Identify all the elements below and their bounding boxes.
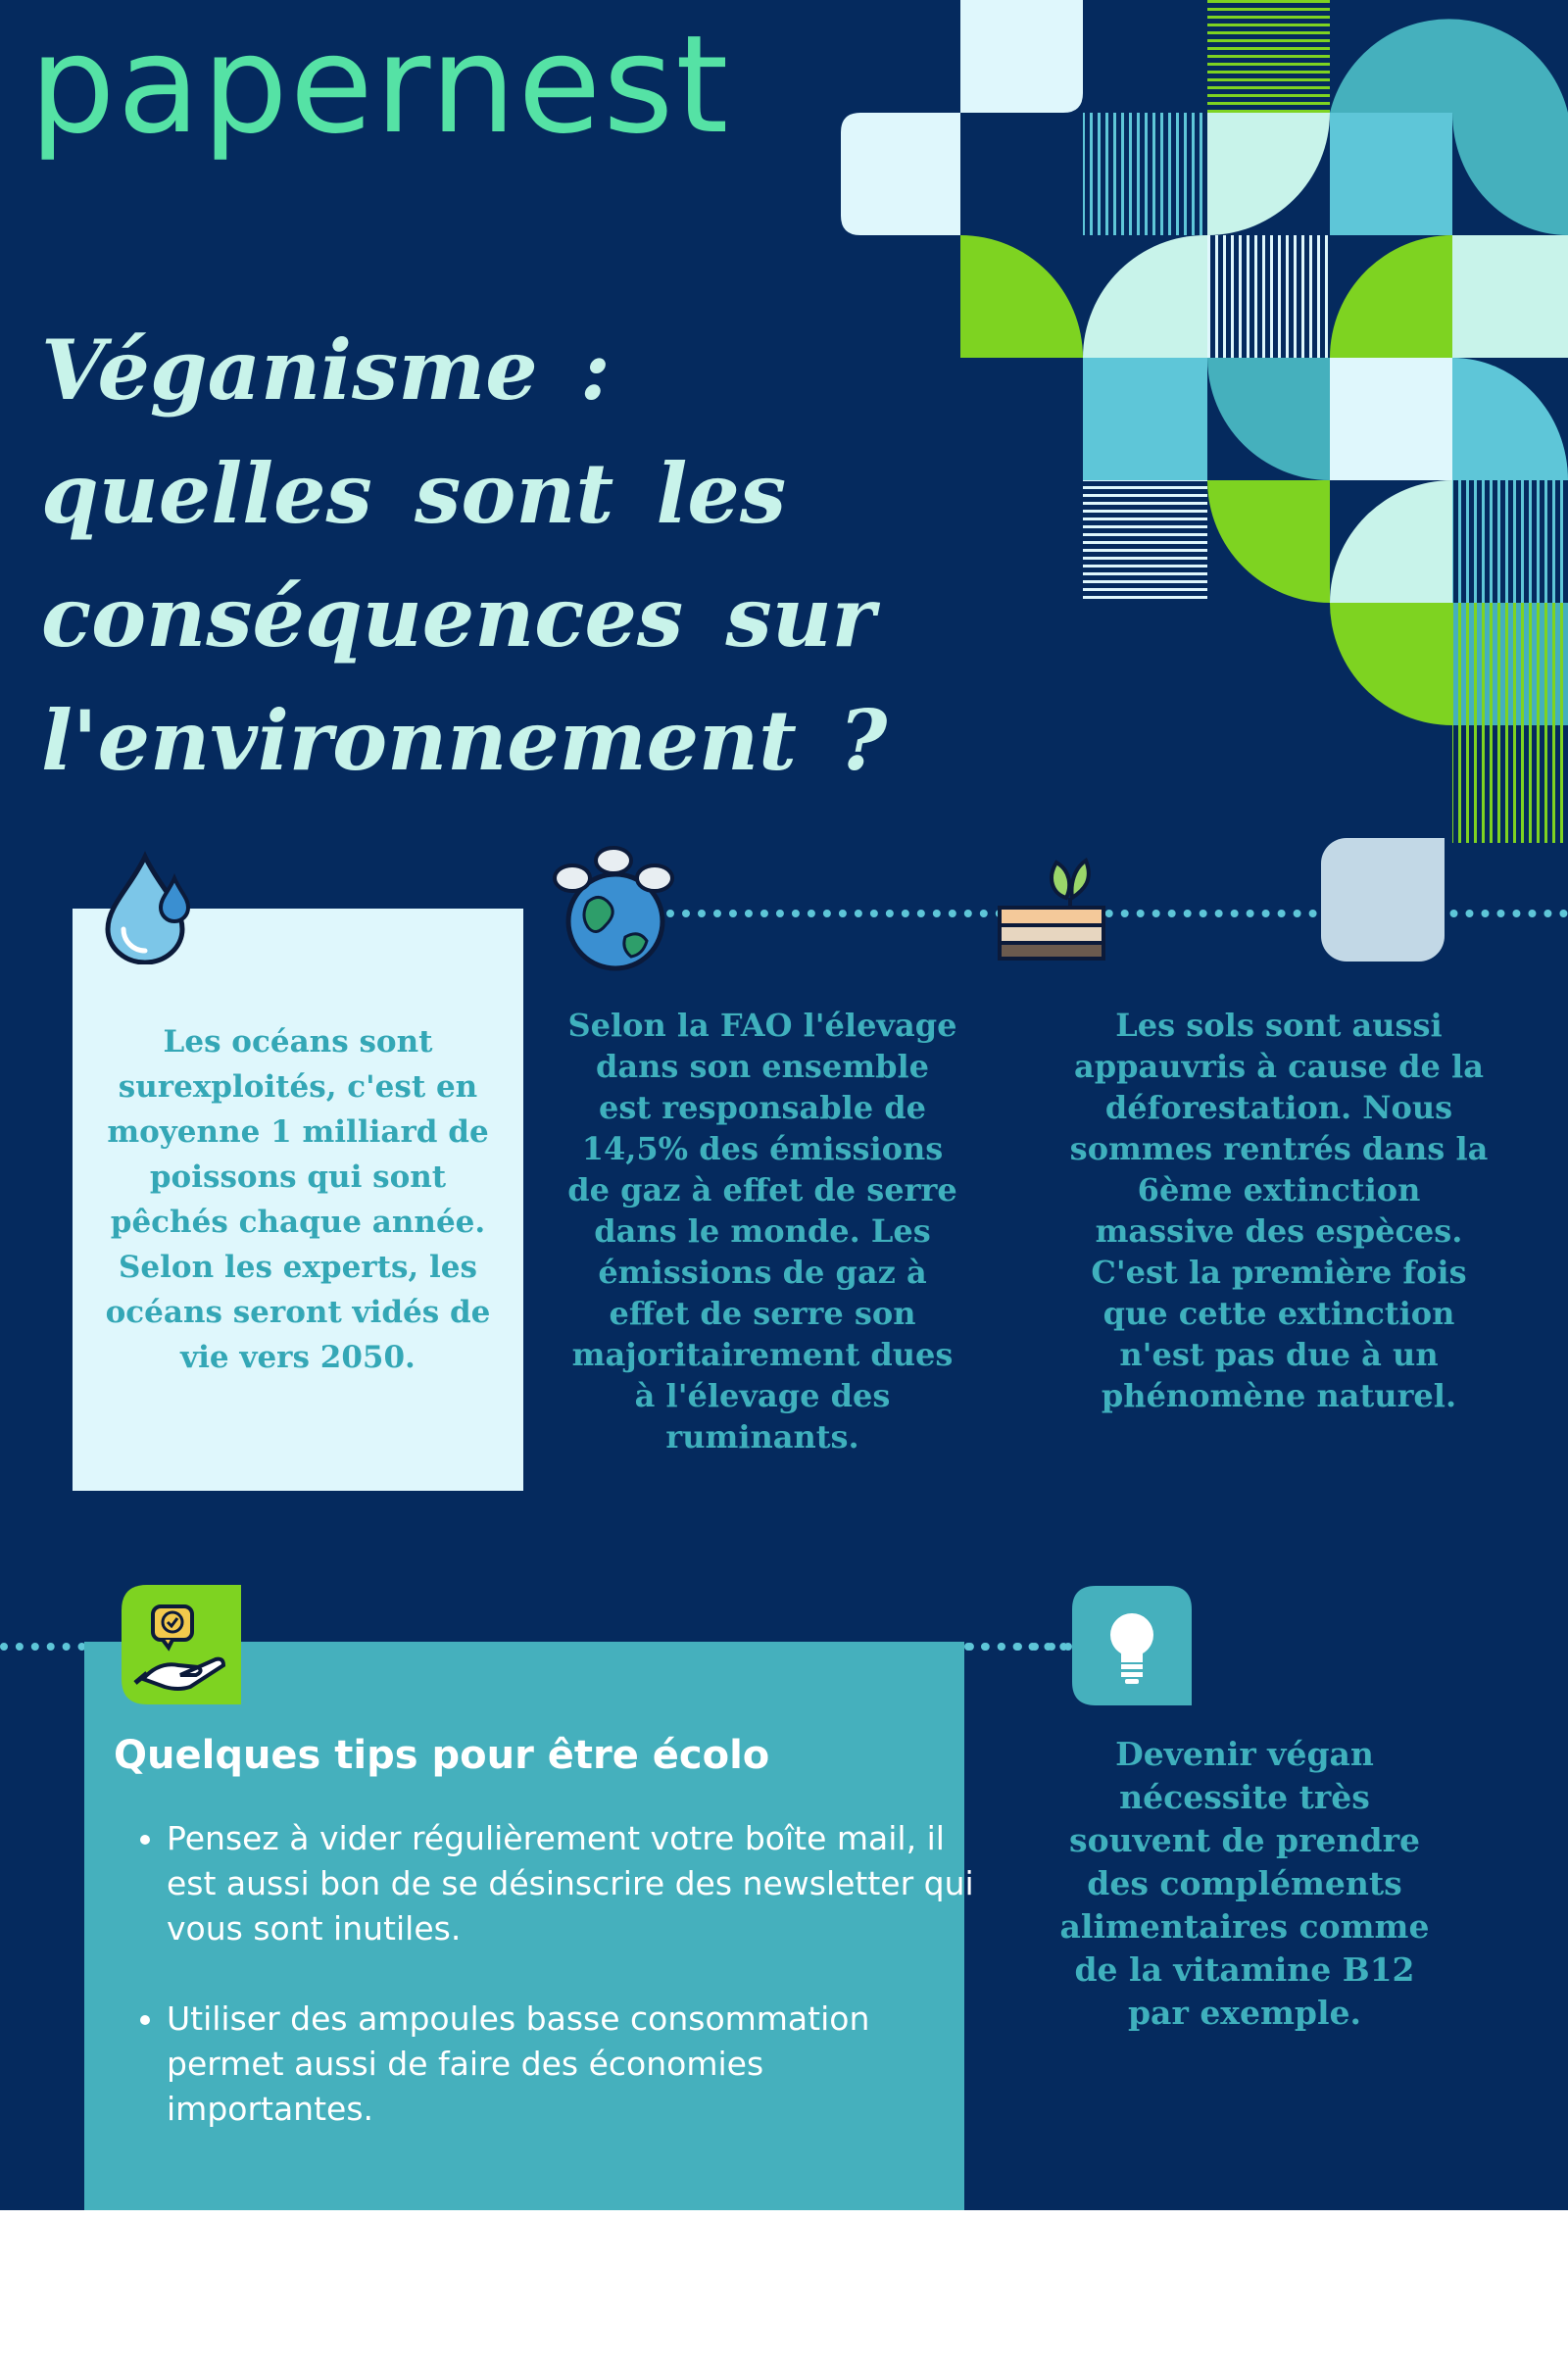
- fact-text-oceans: Les océans sont surexploités, c'est en moyenne 1 milliard de poissons qui sont pêchés chaque année. Selon les experts, les océans seront vidés de vie vers 2050.: [105, 1024, 491, 1375]
- soil-sprout-icon: [992, 851, 1111, 966]
- lightbulb-icon: [1072, 1586, 1192, 1705]
- fact-text-soils: Les sols sont aussi appauvris à cause de la déforestation. Nous sommes rentrés dans la 6ème extinction massive des espèces. C'est la première fois que cette extinction n'est pas due à un phénomène naturel.: [1069, 1007, 1489, 1414]
- brand-logo: papernest: [29, 6, 731, 164]
- dotted-connector-line-short: [964, 1643, 1072, 1651]
- tips-title: Quelques tips pour être écolo: [114, 1733, 770, 1778]
- tips-list: [118, 1816, 980, 2177]
- water-drop-icon: [102, 851, 194, 964]
- tip-item: • Pensez à vider régulièrement votre boîte mail, il est aussi bon de se désinscrire des newsletter qui vous sont inutiles.: [167, 1816, 980, 1951]
- polluted-earth-icon: [549, 843, 678, 972]
- fact-text-emissions: Selon la FAO l'élevage dans son ensemble est responsable de 14,5% des émissions de gaz à effet de serre dans le monde. Les émissions de gaz à effet de serre son majoritairement dues à l'élevage des ruminants.: [567, 1007, 957, 1455]
- hand-giving-icon: [122, 1585, 241, 1704]
- tip-item: • Utiliser des ampoules basse consommation permet aussi de faire des économies importantes.: [167, 1997, 980, 2132]
- page-title: Véganisme : quelles sont les conséquences sur l'environnement ?: [41, 321, 888, 789]
- decorative-rounded-square: [1321, 838, 1445, 962]
- note-text-b12: Devenir végan nécessite très souvent de prendre des compléments alimentaires comme de la vitamine B12 par exemple.: [1059, 1735, 1430, 2032]
